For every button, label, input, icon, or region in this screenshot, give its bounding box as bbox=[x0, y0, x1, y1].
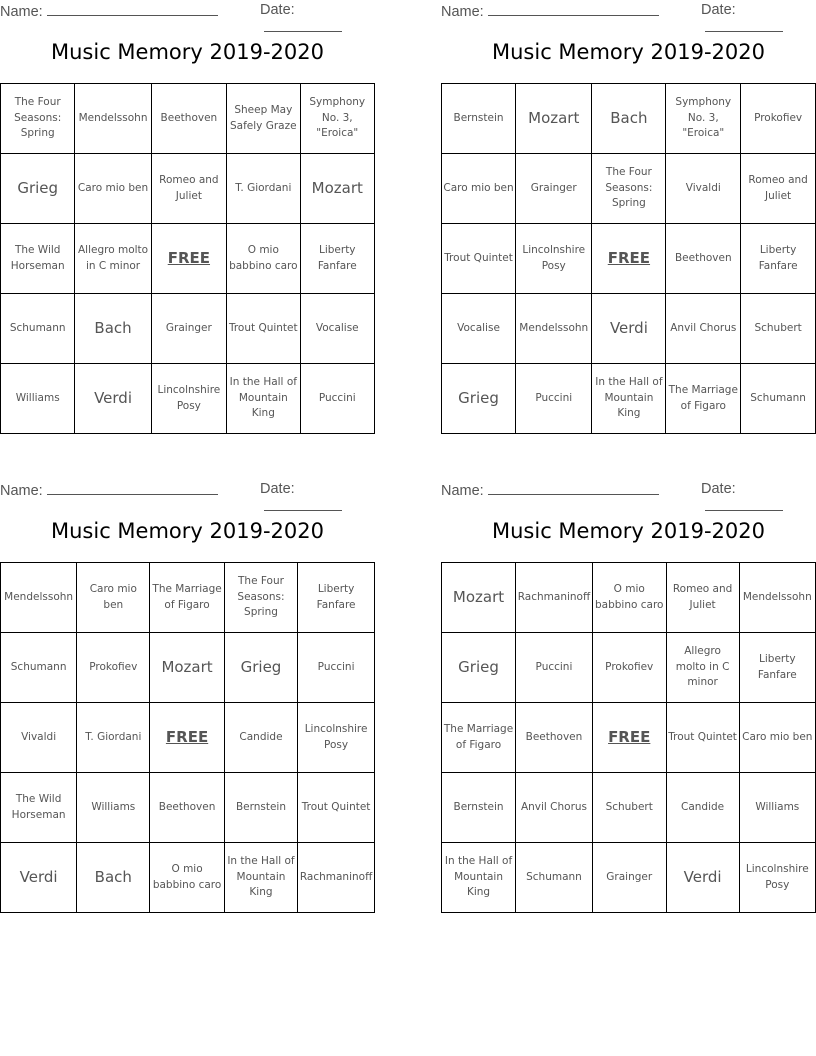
name-label: Name: bbox=[441, 4, 484, 20]
grid-cell: Allegro molto in C minor bbox=[666, 633, 739, 703]
grid-cell: The Four Seasons: Spring bbox=[1, 84, 75, 154]
grid-cell: The Marriage of Figaro bbox=[666, 364, 741, 434]
grid-cell: Lincolnshire Posy bbox=[739, 843, 815, 913]
grid-cell: Puccini bbox=[300, 364, 374, 434]
date-field bbox=[701, 2, 816, 36]
grid-cell: Anvil Chorus bbox=[666, 294, 741, 364]
grid-row bbox=[442, 84, 816, 154]
grid-row bbox=[442, 633, 816, 703]
grid-row bbox=[1, 154, 375, 224]
date-blank-line bbox=[264, 18, 342, 32]
grid-cell: The Marriage of Figaro bbox=[150, 563, 224, 633]
grid-cell: Schumann bbox=[1, 294, 75, 364]
grid-cell: Mendelssohn bbox=[75, 84, 151, 154]
grid-row bbox=[442, 364, 816, 434]
grid-cell: Schumann bbox=[741, 364, 816, 434]
grid-cell: Schumann bbox=[516, 843, 593, 913]
grid-cell: Bernstein bbox=[442, 773, 516, 843]
name-blank-line bbox=[488, 481, 659, 495]
name-label: Name: bbox=[441, 483, 484, 499]
grid-row bbox=[442, 154, 816, 224]
date-field bbox=[701, 481, 816, 515]
grid-cell: Rachmaninoff bbox=[516, 563, 593, 633]
grid-cell: Williams bbox=[739, 773, 815, 843]
date-blank-line bbox=[705, 18, 783, 32]
grid-row bbox=[1, 224, 375, 294]
date-blank-line bbox=[705, 497, 783, 511]
date-field bbox=[260, 481, 375, 515]
free-space: FREE bbox=[151, 224, 226, 294]
grid-cell: Schubert bbox=[741, 294, 816, 364]
date-label: Date: bbox=[701, 2, 736, 18]
grid-cell: Grieg bbox=[1, 154, 75, 224]
card-title: Music Memory 2019-2020 bbox=[492, 40, 765, 64]
grid-cell: Verdi bbox=[592, 294, 666, 364]
grid-row bbox=[442, 224, 816, 294]
name-field bbox=[0, 2, 218, 20]
grid-cell: Caro mio ben bbox=[739, 703, 815, 773]
grid-cell: In the Hall of Mountain King bbox=[592, 364, 666, 434]
name-label: Name: bbox=[0, 4, 43, 20]
grid-row bbox=[1, 773, 375, 843]
grid-row bbox=[1, 364, 375, 434]
grid-cell: Bach bbox=[75, 294, 151, 364]
grid-cell: The Marriage of Figaro bbox=[442, 703, 516, 773]
grid-cell: Trout Quintet bbox=[298, 773, 375, 843]
grid-row bbox=[442, 563, 816, 633]
grid-row bbox=[1, 843, 375, 913]
grid-cell: Rachmaninoff bbox=[298, 843, 375, 913]
name-label: Name: bbox=[0, 483, 43, 499]
grid-row bbox=[442, 843, 816, 913]
grid-row bbox=[442, 773, 816, 843]
grid-cell: The Four Seasons: Spring bbox=[592, 154, 666, 224]
grid-cell: Schumann bbox=[1, 633, 77, 703]
grid-cell: Lincolnshire Posy bbox=[151, 364, 226, 434]
grid-cell: Anvil Chorus bbox=[516, 773, 593, 843]
grid-cell: Puccini bbox=[516, 633, 593, 703]
name-date-line bbox=[0, 2, 375, 20]
grid-cell: Verdi bbox=[1, 843, 77, 913]
grid-row bbox=[1, 633, 375, 703]
bingo-grid bbox=[0, 83, 375, 434]
grid-row bbox=[442, 703, 816, 773]
grid-cell: Lincolnshire Posy bbox=[516, 224, 592, 294]
date-label: Date: bbox=[260, 2, 295, 18]
grid-cell: Sheep May Safely Graze bbox=[227, 84, 300, 154]
date-blank-line bbox=[264, 497, 342, 511]
grid-cell: Caro mio ben bbox=[77, 563, 150, 633]
grid-cell: Prokofiev bbox=[77, 633, 150, 703]
bingo-grid bbox=[441, 83, 816, 434]
grid-cell: Beethoven bbox=[516, 703, 593, 773]
name-blank-line bbox=[488, 2, 659, 16]
grid-cell: Trout Quintet bbox=[227, 294, 300, 364]
grid-cell: Verdi bbox=[666, 843, 739, 913]
date-label: Date: bbox=[260, 481, 295, 497]
grid-cell: Williams bbox=[77, 773, 150, 843]
grid-cell: The Four Seasons: Spring bbox=[224, 563, 297, 633]
grid-cell: Schubert bbox=[592, 773, 666, 843]
grid-cell: Candide bbox=[224, 703, 297, 773]
grid-cell: Bach bbox=[592, 84, 666, 154]
grid-cell: Mozart bbox=[150, 633, 224, 703]
name-blank-line bbox=[47, 2, 218, 16]
card-title: Music Memory 2019-2020 bbox=[51, 40, 324, 64]
grid-cell: Beethoven bbox=[666, 224, 741, 294]
grid-cell: Grainger bbox=[516, 154, 592, 224]
grid-cell: Allegro molto in C minor bbox=[75, 224, 151, 294]
grid-cell: O mio babbino caro bbox=[150, 843, 224, 913]
free-space: FREE bbox=[150, 703, 224, 773]
grid-cell: Puccini bbox=[516, 364, 592, 434]
grid-cell: Puccini bbox=[298, 633, 375, 703]
card-title: Music Memory 2019-2020 bbox=[492, 519, 765, 543]
grid-cell: In the Hall of Mountain King bbox=[227, 364, 300, 434]
grid-cell: Verdi bbox=[75, 364, 151, 434]
grid-cell: Vocalise bbox=[300, 294, 374, 364]
grid-cell: Liberty Fanfare bbox=[739, 633, 815, 703]
grid-cell: O mio babbino caro bbox=[592, 563, 666, 633]
grid-cell: Liberty Fanfare bbox=[741, 224, 816, 294]
grid-cell: Vocalise bbox=[442, 294, 516, 364]
grid-cell: T. Giordani bbox=[77, 703, 150, 773]
grid-cell: Liberty Fanfare bbox=[300, 224, 374, 294]
grid-cell: T. Giordani bbox=[227, 154, 300, 224]
grid-cell: In the Hall of Mountain King bbox=[224, 843, 297, 913]
name-blank-line bbox=[47, 481, 218, 495]
grid-row bbox=[1, 294, 375, 364]
grid-cell: Mendelssohn bbox=[516, 294, 592, 364]
grid-cell: Williams bbox=[1, 364, 75, 434]
grid-cell: The Wild Horseman bbox=[1, 224, 75, 294]
name-field bbox=[0, 481, 218, 499]
grid-cell: Vivaldi bbox=[666, 154, 741, 224]
name-date-line bbox=[441, 481, 816, 499]
grid-row bbox=[1, 703, 375, 773]
name-date-line bbox=[441, 2, 816, 20]
grid-cell: Bernstein bbox=[224, 773, 297, 843]
grid-row bbox=[1, 84, 375, 154]
grid-cell: Prokofiev bbox=[592, 633, 666, 703]
free-space: FREE bbox=[592, 224, 666, 294]
grid-cell: Trout Quintet bbox=[442, 224, 516, 294]
grid-cell: Vivaldi bbox=[1, 703, 77, 773]
date-field bbox=[260, 2, 375, 36]
grid-cell: Mozart bbox=[516, 84, 592, 154]
date-label: Date: bbox=[701, 481, 736, 497]
card-title: Music Memory 2019-2020 bbox=[51, 519, 324, 543]
grid-cell: The Wild Horseman bbox=[1, 773, 77, 843]
name-date-line bbox=[0, 481, 375, 499]
grid-cell: Grainger bbox=[151, 294, 226, 364]
grid-cell: Grieg bbox=[442, 633, 516, 703]
grid-cell: Mozart bbox=[300, 154, 374, 224]
grid-cell: Grieg bbox=[224, 633, 297, 703]
grid-cell: Grainger bbox=[592, 843, 666, 913]
grid-cell: Caro mio ben bbox=[75, 154, 151, 224]
grid-cell: Bach bbox=[77, 843, 150, 913]
name-field bbox=[441, 2, 659, 20]
grid-cell: Prokofiev bbox=[741, 84, 816, 154]
grid-cell: Caro mio ben bbox=[442, 154, 516, 224]
free-space: FREE bbox=[592, 703, 666, 773]
grid-cell: Trout Quintet bbox=[666, 703, 739, 773]
grid-row bbox=[442, 294, 816, 364]
grid-cell: Beethoven bbox=[151, 84, 226, 154]
grid-cell: Romeo and Juliet bbox=[151, 154, 226, 224]
grid-cell: O mio babbino caro bbox=[227, 224, 300, 294]
grid-cell: Beethoven bbox=[150, 773, 224, 843]
grid-cell: Symphony No. 3, "Eroica" bbox=[300, 84, 374, 154]
grid-cell: Mozart bbox=[442, 563, 516, 633]
grid-cell: Mendelssohn bbox=[739, 563, 815, 633]
grid-row bbox=[1, 563, 375, 633]
grid-cell: Grieg bbox=[442, 364, 516, 434]
grid-cell: Romeo and Juliet bbox=[741, 154, 816, 224]
grid-cell: In the Hall of Mountain King bbox=[442, 843, 516, 913]
grid-cell: Candide bbox=[666, 773, 739, 843]
grid-cell: Romeo and Juliet bbox=[666, 563, 739, 633]
grid-cell: Bernstein bbox=[442, 84, 516, 154]
grid-cell: Liberty Fanfare bbox=[298, 563, 375, 633]
bingo-grid bbox=[0, 562, 375, 913]
name-field bbox=[441, 481, 659, 499]
grid-cell: Mendelssohn bbox=[1, 563, 77, 633]
bingo-grid bbox=[441, 562, 816, 913]
grid-cell: Lincolnshire Posy bbox=[298, 703, 375, 773]
grid-cell: Symphony No. 3, "Eroica" bbox=[666, 84, 741, 154]
